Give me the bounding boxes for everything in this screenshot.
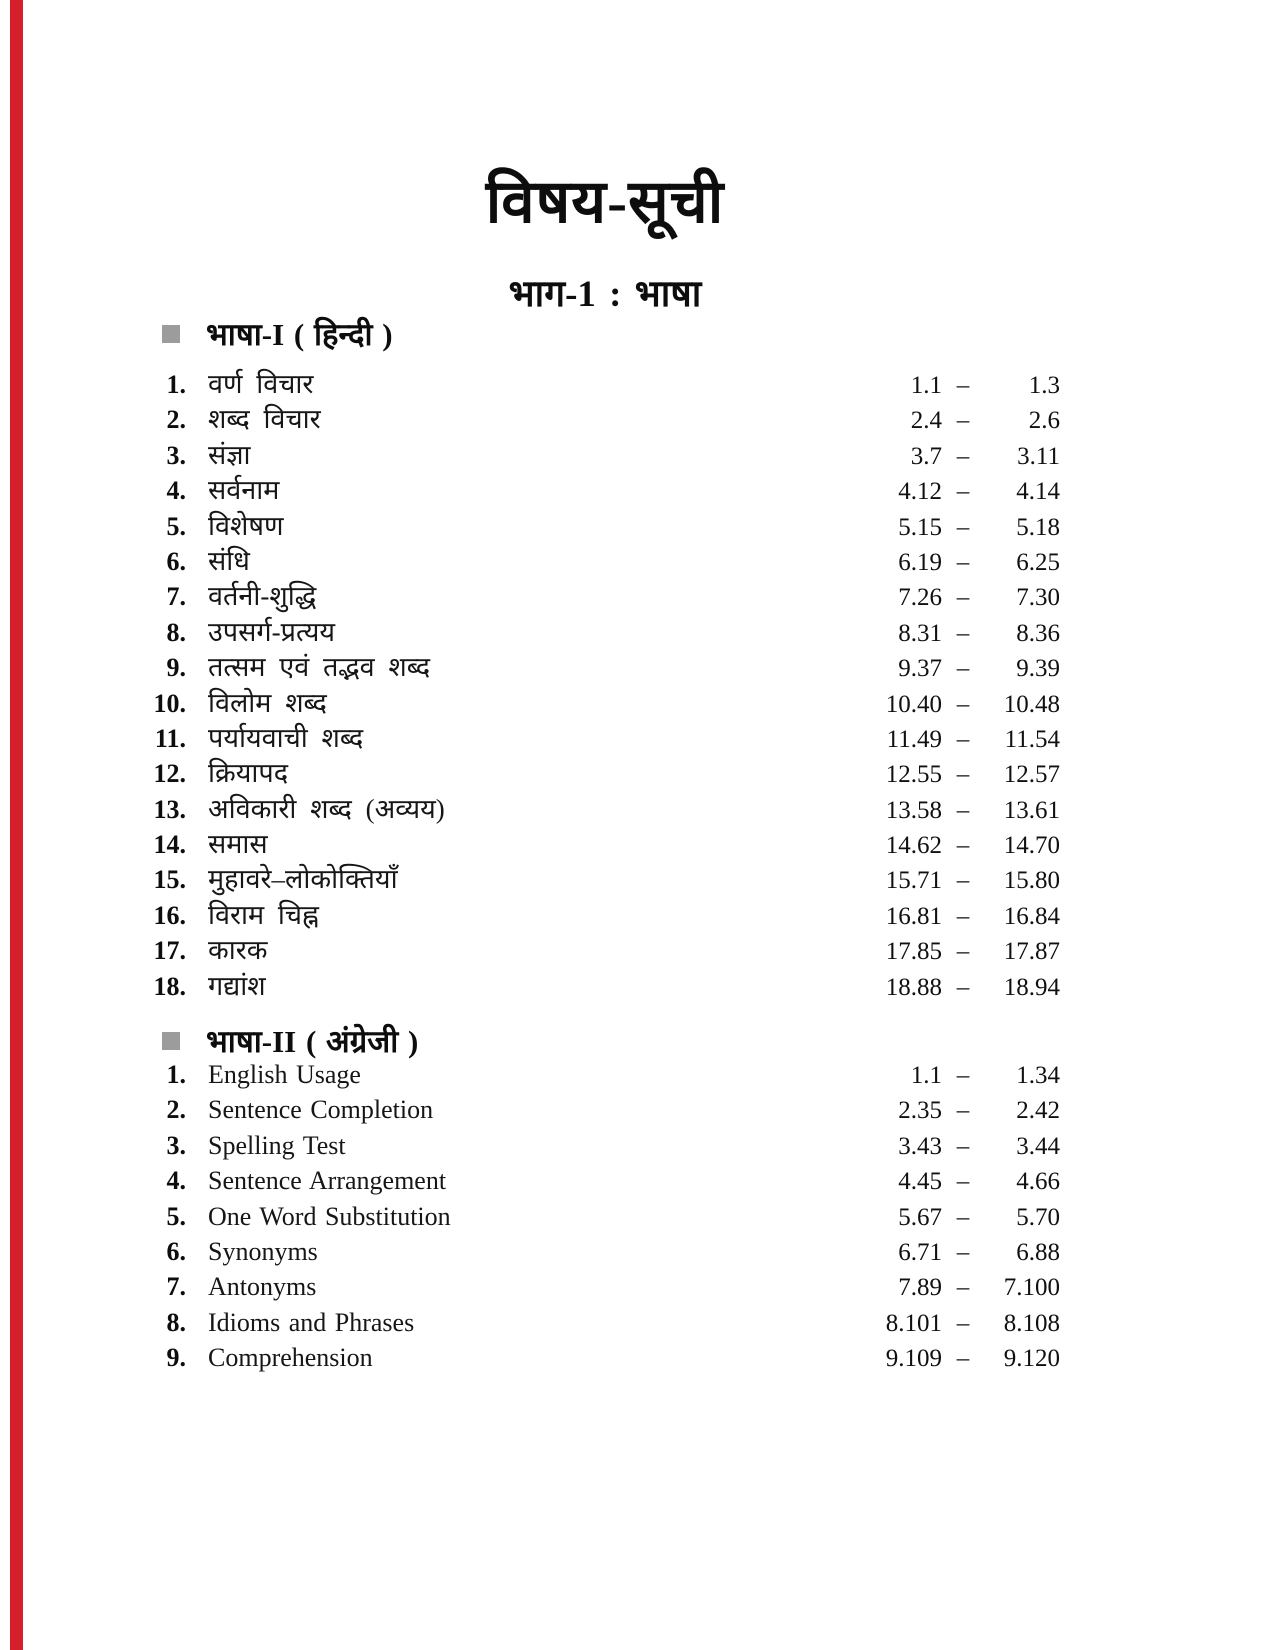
page-end: 4.66 [1016, 1168, 1060, 1196]
toc-row [150, 1060, 1060, 1095]
range-dash: – [956, 1097, 970, 1125]
item-page-range [850, 1168, 1060, 1196]
page-start: 3.7 [910, 442, 942, 470]
item-number: 5. [166, 1201, 186, 1231]
item-page-range [850, 1204, 1060, 1232]
page-start: 17.85 [885, 938, 942, 966]
page-start: 1.1 [910, 1062, 942, 1089]
page-start: 2.4 [910, 407, 942, 435]
item-title: गद्यांश [208, 970, 266, 1001]
page-end: 3.44 [1016, 1132, 1060, 1160]
range-dash: – [956, 619, 970, 647]
range-dash: – [956, 655, 970, 683]
item-number: 14. [153, 830, 186, 860]
toc-row [150, 1131, 1060, 1166]
item-number: 6. [166, 546, 186, 576]
item-page-range [850, 867, 1060, 895]
toc-row [150, 1237, 1060, 1272]
page-start: 10.40 [885, 690, 942, 718]
page-end: 7.100 [1003, 1274, 1060, 1302]
square-bullet-icon [162, 325, 180, 343]
page-end: 14.70 [1003, 832, 1060, 860]
range-dash: – [956, 548, 970, 576]
item-page-range [850, 1133, 1060, 1161]
item-page-range [850, 620, 1060, 648]
item-title: Synonyms [208, 1236, 318, 1266]
range-dash: – [956, 372, 970, 399]
page-start: 11.49 [886, 725, 942, 753]
page-end: 7.30 [1016, 584, 1060, 612]
toc-row [150, 1166, 1060, 1201]
item-title: सर्वनाम [208, 475, 280, 506]
item-page-range [850, 1274, 1060, 1302]
item-number: 17. [153, 936, 186, 966]
toc-row [150, 1272, 1060, 1307]
toc-row [150, 1095, 1060, 1130]
toc-row [150, 470, 1060, 505]
toc-row [150, 966, 1060, 1001]
item-page-range [850, 1062, 1060, 1090]
page-title: विषय-सूची [485, 169, 725, 236]
page-start: 13.58 [885, 796, 942, 824]
page-start: 3.43 [898, 1132, 942, 1160]
toc-row [150, 364, 1060, 399]
item-number: 2. [166, 405, 186, 435]
item-number: 18. [153, 971, 186, 1001]
range-dash: – [956, 725, 970, 753]
page-end: 16.84 [1003, 902, 1060, 930]
toc-row [150, 859, 1060, 894]
range-dash: – [956, 1168, 970, 1196]
page-start: 16.81 [885, 902, 942, 930]
page-end: 10.48 [1003, 690, 1060, 718]
item-page-range [850, 1345, 1060, 1373]
item-title: शब्द विचार [208, 404, 321, 435]
toc-row [150, 824, 1060, 859]
range-dash: – [956, 761, 970, 789]
item-number: 4. [166, 1166, 186, 1196]
item-page-range [850, 797, 1060, 825]
left-accent-bar [10, 0, 23, 1650]
range-dash: – [956, 442, 970, 470]
page-end: 5.70 [1016, 1203, 1060, 1231]
page-end: 6.25 [1016, 548, 1060, 576]
page-start: 9.37 [898, 655, 942, 683]
range-dash: – [956, 867, 970, 895]
item-page-range [850, 938, 1060, 966]
item-title: वर्तनी-शुद्धि [208, 581, 317, 612]
toc-list-english [150, 1060, 1060, 1379]
item-number: 1. [166, 370, 186, 399]
item-page-range [850, 655, 1060, 683]
item-title: क्रियापद [208, 758, 289, 789]
section-header-english [150, 1020, 1060, 1062]
item-number: 6. [166, 1236, 186, 1266]
page-end: 1.3 [1028, 372, 1060, 399]
page-end: 12.57 [1003, 761, 1060, 789]
page-start: 8.101 [885, 1309, 942, 1337]
item-title: English Usage [208, 1060, 361, 1089]
item-number: 8. [166, 617, 186, 647]
toc-list-hindi [150, 364, 1060, 1001]
item-number: 11. [154, 723, 186, 753]
page-start: 6.19 [898, 548, 942, 576]
section-header-hindi [150, 313, 1060, 355]
page-end: 2.42 [1016, 1097, 1060, 1125]
toc-row [150, 930, 1060, 965]
item-page-range [850, 832, 1060, 860]
item-title: संज्ञा [208, 439, 251, 470]
toc-row [150, 612, 1060, 647]
toc-row [150, 895, 1060, 930]
item-number: 5. [166, 511, 186, 541]
toc-row [150, 753, 1060, 788]
range-dash: – [956, 690, 970, 718]
item-page-range [850, 761, 1060, 789]
page-start: 14.62 [885, 832, 942, 860]
item-number: 7. [166, 582, 186, 612]
page-start: 5.67 [898, 1203, 942, 1231]
section-heading-label: भाषा-I ( हिन्दी ) [206, 317, 393, 352]
range-dash: – [956, 796, 970, 824]
item-title: विशेषण [208, 510, 284, 541]
item-number: 12. [153, 759, 186, 789]
item-title: वर्ण विचार [208, 369, 314, 399]
item-title: Antonyms [208, 1272, 317, 1302]
item-title: संधि [208, 545, 250, 576]
page-end: 1.34 [1016, 1062, 1060, 1089]
range-dash: – [956, 1062, 970, 1089]
item-page-range [850, 514, 1060, 542]
toc-row [150, 576, 1060, 611]
page-end: 5.18 [1016, 513, 1060, 541]
item-page-range [850, 1097, 1060, 1125]
item-number: 13. [153, 794, 186, 824]
toc-row [150, 1343, 1060, 1378]
page-end: 4.14 [1016, 478, 1060, 506]
page-end: 15.80 [1003, 867, 1060, 895]
page-end: 11.54 [1004, 725, 1060, 753]
page-start: 7.89 [898, 1274, 942, 1302]
page-end: 18.94 [1003, 973, 1060, 1001]
item-page-range [850, 549, 1060, 577]
item-number: 3. [166, 440, 186, 470]
page-start: 8.31 [898, 619, 942, 647]
page-start: 18.88 [885, 973, 942, 1001]
page-end: 2.6 [1028, 407, 1060, 435]
item-title: समास [208, 829, 268, 860]
item-page-range [850, 584, 1060, 612]
toc-row [150, 541, 1060, 576]
toc-row [150, 506, 1060, 541]
range-dash: – [956, 973, 970, 1001]
toc-row [150, 789, 1060, 824]
item-title: Sentence Arrangement [208, 1166, 447, 1196]
item-title: Spelling Test [208, 1130, 346, 1160]
item-page-range [850, 903, 1060, 931]
item-number: 3. [166, 1130, 186, 1160]
item-page-range [850, 1310, 1060, 1338]
item-page-range [850, 443, 1060, 471]
item-title: Sentence Completion [208, 1095, 434, 1125]
item-number: 16. [153, 900, 186, 930]
item-number: 8. [166, 1307, 186, 1337]
range-dash: – [956, 1132, 970, 1160]
item-page-range [850, 726, 1060, 754]
section-heading-label: भाषा-II ( अंग्रेजी ) [206, 1024, 419, 1059]
toc-row [150, 1202, 1060, 1237]
toc-row [150, 647, 1060, 682]
toc-row [150, 718, 1060, 753]
item-number: 10. [153, 688, 186, 718]
item-page-range [850, 974, 1060, 1002]
page-end: 8.36 [1016, 619, 1060, 647]
toc-row [150, 1308, 1060, 1343]
page-end: 13.61 [1003, 796, 1060, 824]
range-dash: – [956, 1274, 970, 1302]
item-page-range [850, 407, 1060, 435]
range-dash: – [956, 1238, 970, 1266]
page-start: 9.109 [885, 1345, 942, 1373]
range-dash: – [956, 407, 970, 435]
item-title: अविकारी शब्द (अव्यय) [208, 793, 445, 824]
page-start: 1.1 [910, 372, 942, 399]
page-start: 12.55 [885, 761, 942, 789]
item-title: Idioms and Phrases [208, 1307, 415, 1337]
item-title: कारक [208, 935, 268, 966]
page-end: 9.120 [1003, 1345, 1060, 1373]
item-page-range [850, 478, 1060, 506]
part-heading: भाग-1 : भाषा [508, 273, 702, 315]
item-title: पर्यायवाची शब्द [208, 722, 364, 753]
page-end: 6.88 [1016, 1238, 1060, 1266]
item-number: 9. [166, 653, 186, 683]
toc-row [150, 683, 1060, 718]
toc-row [150, 399, 1060, 434]
range-dash: – [956, 1203, 970, 1231]
toc-row [150, 435, 1060, 470]
item-number: 2. [166, 1095, 186, 1125]
range-dash: – [956, 1309, 970, 1337]
page-start: 4.12 [898, 478, 942, 506]
page-end: 9.39 [1016, 655, 1060, 683]
item-number: 9. [166, 1343, 186, 1373]
item-title: One Word Substitution [208, 1201, 451, 1231]
item-number: 1. [166, 1060, 186, 1089]
item-page-range [850, 372, 1060, 400]
range-dash: – [956, 1345, 970, 1373]
page-start: 5.15 [898, 513, 942, 541]
range-dash: – [956, 478, 970, 506]
item-number: 7. [166, 1272, 186, 1302]
item-title: Comprehension [208, 1343, 373, 1373]
range-dash: – [956, 938, 970, 966]
item-page-range [850, 691, 1060, 719]
page-end: 8.108 [1003, 1309, 1060, 1337]
range-dash: – [956, 902, 970, 930]
item-title: विराम चिह्न [208, 899, 319, 930]
item-title: विलोम शब्द [208, 687, 327, 718]
square-bullet-icon [162, 1032, 180, 1050]
item-number: 4. [166, 476, 186, 506]
page-end: 17.87 [1003, 938, 1060, 966]
page-start: 15.71 [885, 867, 942, 895]
item-page-range [850, 1239, 1060, 1267]
range-dash: – [956, 513, 970, 541]
page-start: 4.45 [898, 1168, 942, 1196]
item-title: उपसर्ग-प्रत्यय [208, 616, 336, 647]
page-start: 7.26 [898, 584, 942, 612]
item-title: मुहावरे–लोकोक्तियाँ [208, 864, 398, 895]
page-end: 3.11 [1017, 442, 1060, 470]
range-dash: – [956, 584, 970, 612]
range-dash: – [956, 832, 970, 860]
page-start: 6.71 [898, 1238, 942, 1266]
page-start: 2.35 [898, 1097, 942, 1125]
item-number: 15. [153, 865, 186, 895]
item-title: तत्सम एवं तद्भव शब्द [208, 652, 431, 683]
